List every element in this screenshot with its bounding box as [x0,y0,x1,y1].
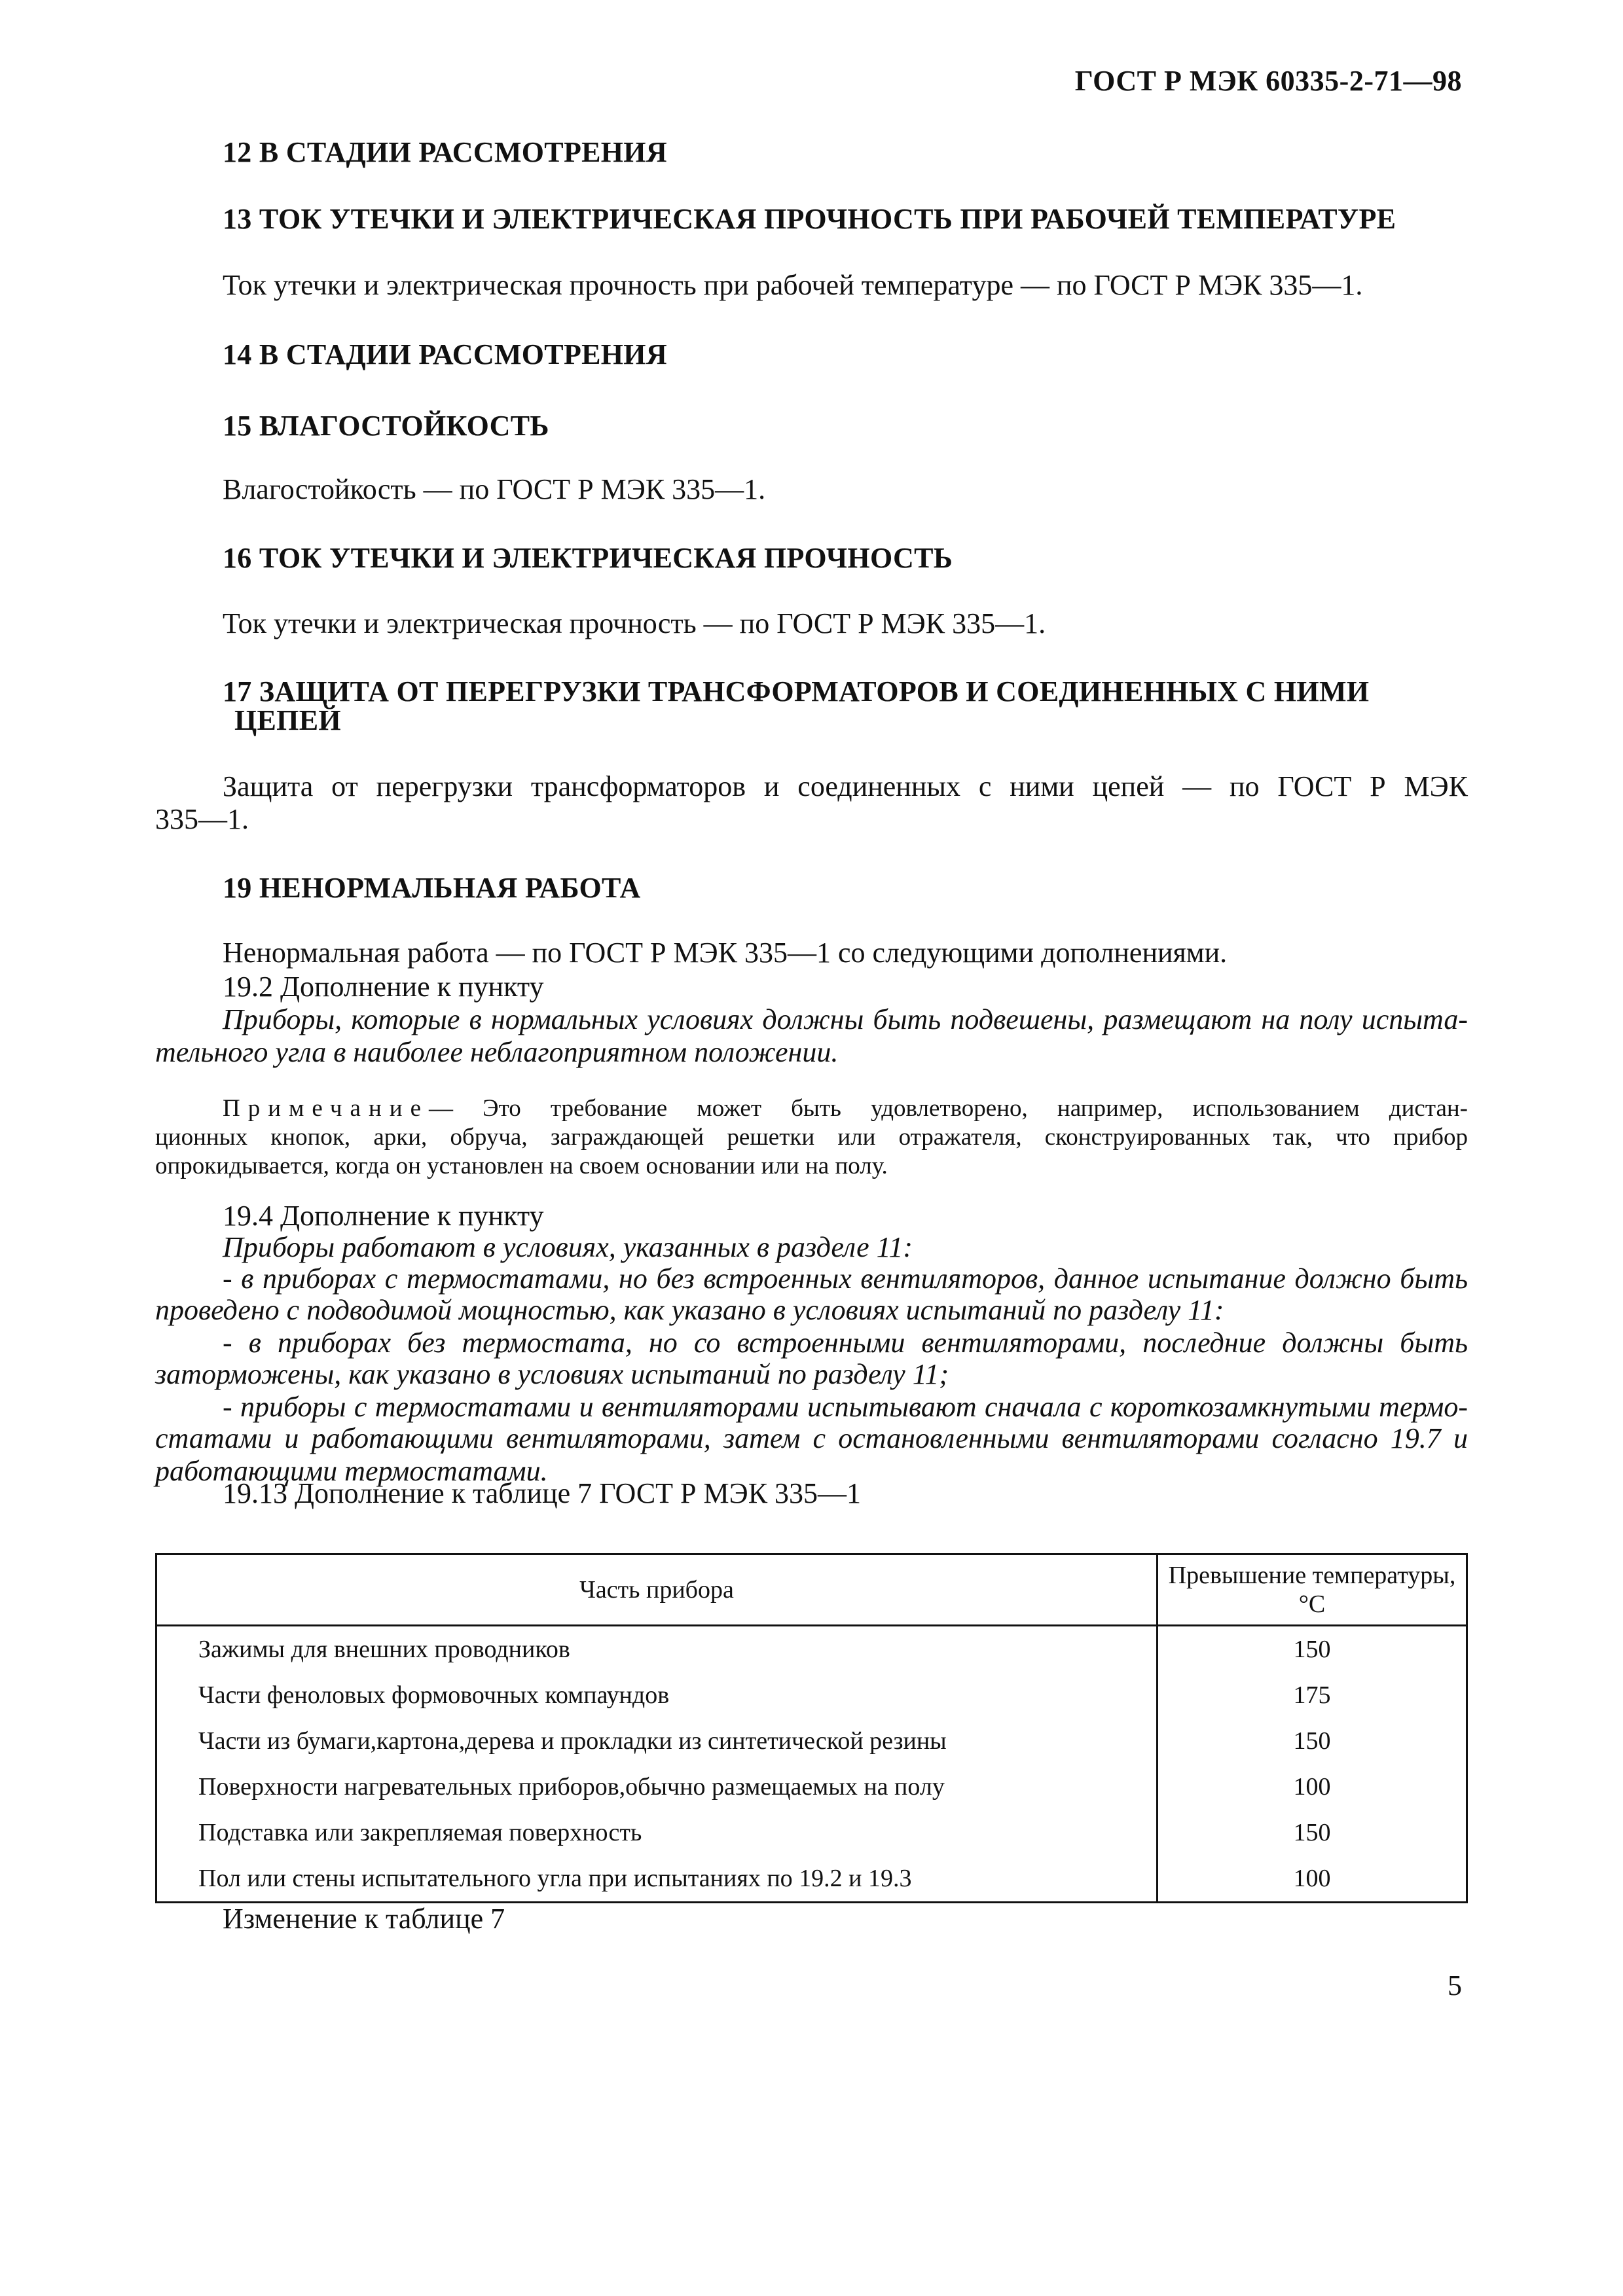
table-cell-value: 150 [1158,1718,1467,1764]
section-19-text: Ненормальная работа — по ГОСТ Р МЭК 335—1 со следующими дополнениями. [223,937,1228,969]
heading-15: 15 ВЛАГОСТОЙКОСТЬ [223,410,549,442]
clause-19-4-line-1: - в приборах с термостатами, но без встроенных вентиляторов, данное испытание должно быть [223,1263,1468,1295]
table-cell-part: Подставка или закрепляемая поверхность [156,1810,1158,1856]
table-header-temperature-line1: Превышение температуры, [1168,1562,1456,1589]
table-7-change-text: Изменение к таблице 7 [223,1903,505,1935]
table-row [156,1672,1467,1718]
clause-19-4-line-7: работающими термостатами. [155,1455,548,1487]
table-cell-value: 150 [1158,1626,1467,1673]
table-cell-value: 150 [1158,1810,1467,1856]
temperature-table [155,1553,1468,1903]
document-header: ГОСТ Р МЭК 60335-2-71—98 [1074,65,1462,97]
note-label: Примечание [223,1095,429,1122]
clause-19-4-title: 19.4 Дополнение к пункту [223,1200,544,1232]
table-row [156,1764,1467,1810]
clause-19-4-line-5: - приборы с термостатами и вентиляторами испытывают сначала с короткозамкнутыми термо- [223,1391,1468,1423]
table-row [156,1626,1467,1673]
section-15-text: Влагостойкость — по ГОСТ Р МЭК 335—1. [223,473,766,505]
heading-16: 16 ТОК УТЕЧКИ И ЭЛЕКТРИЧЕСКАЯ ПРОЧНОСТЬ [223,542,953,574]
table-cell-part: Части из бумаги,картона,дерева и прокладки из синтетической резины [156,1718,1158,1764]
heading-13: 13 ТОК УТЕЧКИ И ЭЛЕКТРИЧЕСКАЯ ПРОЧНОСТЬ ПРИ РАБОЧЕЙ ТЕМПЕРАТУРЕ [223,203,1396,235]
clause-19-2-title: 19.2 Дополнение к пункту [223,971,544,1003]
section-17-text-line1: Защита от перегрузки трансформаторов и соединенных с ними цепей — по ГОСТ Р МЭК [223,770,1468,802]
clause-19-2-line1: Приборы, которые в нормальных условиях должны быть подвешены, размещают на полу испыта- [223,1003,1468,1035]
note-line1 [223,1094,1468,1123]
clause-19-4-line-0: Приборы работают в условиях, указанных в разделе 11: [223,1231,913,1263]
table-cell-value: 100 [1158,1856,1467,1903]
table-cell-part: Поверхности нагревательных приборов,обычно размещаемых на полу [156,1764,1158,1810]
clause-19-13-title: 19.13 Дополнение к таблице 7 ГОСТ Р МЭК 335—1 [223,1477,862,1509]
clause-19-4-line-4: заторможены, как указано в условиях испытаний по разделу 11; [155,1358,949,1390]
table-header-part: Часть прибора [156,1554,1158,1626]
heading-14: 14 В СТАДИИ РАССМОТРЕНИЯ [223,338,667,370]
page-number: 5 [1448,1969,1462,2001]
heading-19: 19 НЕНОРМАЛЬНАЯ РАБОТА [223,872,641,904]
clause-19-2-line2: тельного угла в наиболее неблагоприятном положении. [155,1036,839,1068]
table-header-row [156,1554,1467,1626]
section-13-text: Ток утечки и электрическая прочность при рабочей температуре — по ГОСТ Р МЭК 335—1. [223,269,1363,301]
table-header-temperature [1158,1554,1467,1626]
section-16-text: Ток утечки и электрическая прочность — по ГОСТ Р МЭК 335—1. [223,607,1046,639]
heading-12: 12 В СТАДИИ РАССМОТРЕНИЯ [223,136,667,168]
table-row [156,1810,1467,1856]
heading-17-line2: ЦЕПЕЙ [234,704,341,736]
table-cell-value: 175 [1158,1672,1467,1718]
table-header-temperature-unit: °С [1298,1590,1326,1618]
table-cell-value: 100 [1158,1764,1467,1810]
clause-19-4-line-6: статами и работающими вентиляторами, затем с остановленными вентиляторами согласно 19.7 и [155,1422,1468,1454]
heading-17-line1: 17 ЗАЩИТА ОТ ПЕРЕГРУЗКИ ТРАНСФОРМАТОРОВ И СОЕДИНЕННЫХ С НИМИ [223,675,1370,708]
note-line3: опрокидывается, когда он установлен на своем основании или на полу. [155,1153,888,1179]
table-cell-part: Части феноловых формовочных компаундов [156,1672,1158,1718]
table-row [156,1856,1467,1903]
note-text-1: — Это требование может быть удовлетворено, например, использованием дистан- [429,1095,1468,1122]
table-row [156,1718,1467,1764]
clause-19-4-line-3: - в приборах без термостата, но со встроенными вентиляторами, последние должны быть [223,1327,1468,1359]
table-cell-part: Зажимы для внешних проводников [156,1626,1158,1673]
clause-19-4-line-2: проведено с подводимой мощностью, как указано в условиях испытаний по разделу 11: [155,1294,1224,1326]
section-17-text-line2: 335—1. [155,803,249,835]
note-line2: ционных кнопок, арки, обруча, заграждающей решетки или отражателя, сконструированных так, что прибор [155,1124,1468,1151]
table-cell-part: Пол или стены испытательного угла при испытаниях по 19.2 и 19.3 [156,1856,1158,1903]
